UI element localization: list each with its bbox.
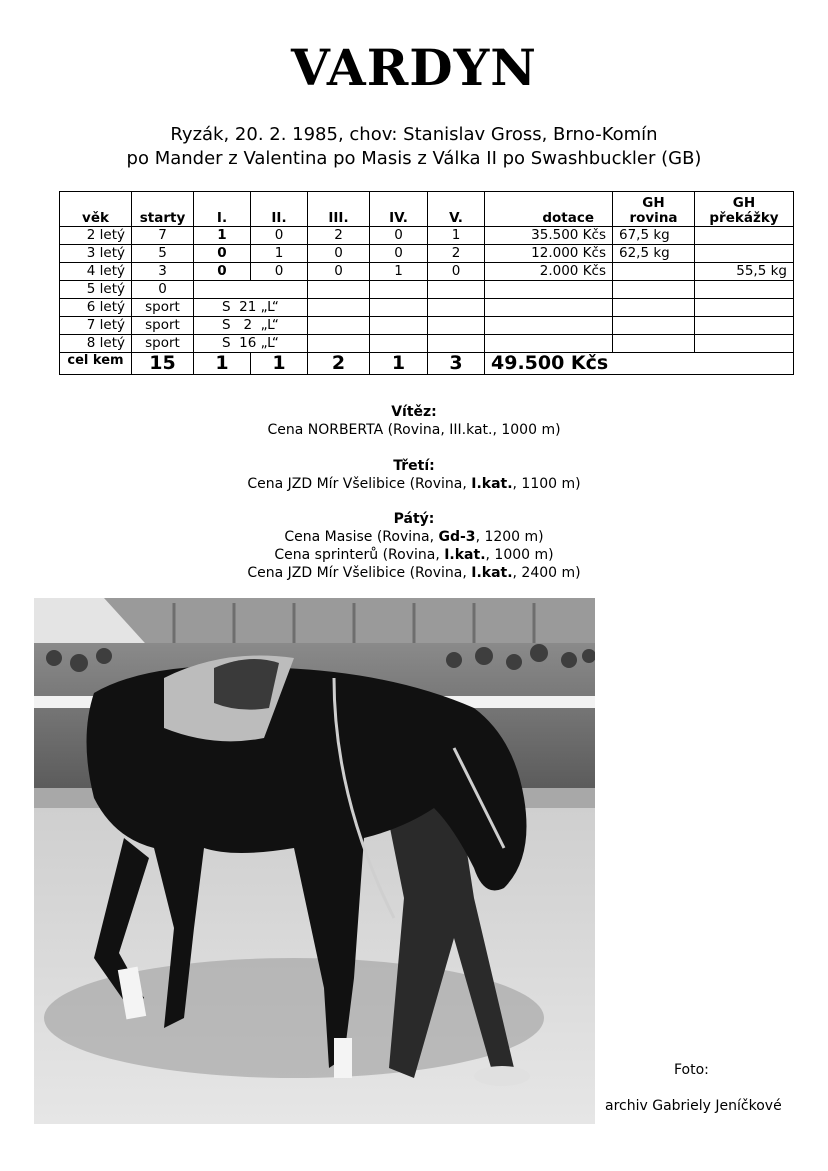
winner-heading: Vítěz: [391, 404, 437, 420]
page-title: VARDYN [290, 38, 537, 97]
table-cell [428, 281, 485, 299]
table-cell: 5 letý [60, 281, 132, 299]
table-row [60, 335, 794, 353]
total-label: cel kem [60, 353, 132, 375]
table-cell: 8 letý [60, 335, 132, 353]
fifth-section [0, 510, 828, 582]
table-cell [613, 317, 695, 335]
col-header: dotace [485, 192, 613, 227]
table-cell [695, 281, 794, 299]
col-header: II. [251, 192, 308, 227]
total-p5: 3 [428, 353, 485, 375]
table-cell: 0 [132, 281, 194, 299]
table-cell [695, 245, 794, 263]
table-cell [485, 335, 613, 353]
table-cell [695, 299, 794, 317]
fifth-heading: Pátý: [393, 511, 435, 527]
winner-section [0, 403, 828, 439]
table-cell: 0 [370, 227, 428, 245]
total-money: 49.500 Kčs [485, 353, 794, 375]
table-cell: S 2 „L“ [194, 317, 308, 335]
table-cell: 62,5 kg [613, 245, 695, 263]
table-cell [370, 299, 428, 317]
table-cell: 0 [194, 245, 251, 263]
table-cell: S 21 „L“ [194, 299, 308, 317]
col-header: GH rovina [613, 192, 695, 227]
table-cell: sport [132, 335, 194, 353]
table-cell: 67,5 kg [613, 227, 695, 245]
table-row [60, 227, 794, 245]
table-cell: 0 [308, 245, 370, 263]
table-cell: 0 [370, 245, 428, 263]
table-cell [695, 317, 794, 335]
table-cell [428, 317, 485, 335]
table-cell: 2 [428, 245, 485, 263]
table-cell [695, 227, 794, 245]
table-cell [613, 299, 695, 317]
table-cell [370, 281, 428, 299]
col-header: I. [194, 192, 251, 227]
col-header: GH překážky [695, 192, 794, 227]
table-cell [485, 281, 613, 299]
table-cell [308, 335, 370, 353]
table-cell [613, 263, 695, 281]
total-p2: 1 [251, 353, 308, 375]
table-row [60, 263, 794, 281]
table-cell: sport [132, 299, 194, 317]
table-cell [194, 281, 308, 299]
fifth-race: Cena sprinterů (Rovina, I.kat., 1000 m) [274, 547, 554, 563]
third-heading: Třetí: [393, 458, 435, 474]
table-cell: 0 [251, 263, 308, 281]
table-cell [428, 335, 485, 353]
fifth-race: Cena Masise (Rovina, Gd-3, 1200 m) [284, 529, 544, 545]
table-cell: 12.000 Kčs [485, 245, 613, 263]
table-cell [485, 317, 613, 335]
table-cell [308, 281, 370, 299]
pedigree-line: po Mander z Valentina po Masis z Válka II po Swashbuckler (GB) [126, 148, 702, 169]
table-row [60, 281, 794, 299]
horse-info: Ryzák, 20. 2. 1985, chov: Stanislav Gross, Brno-Komín [170, 124, 658, 145]
table-cell [370, 335, 428, 353]
total-p1: 1 [194, 353, 251, 375]
table-cell: 1 [428, 227, 485, 245]
table-cell: S 16 „L“ [194, 335, 308, 353]
table-cell [485, 299, 613, 317]
table-cell: 0 [251, 227, 308, 245]
fifth-race: Cena JZD Mír Všelibice (Rovina, I.kat., 2400 m) [247, 565, 581, 581]
third-section [0, 457, 828, 493]
table-cell: 2 letý [60, 227, 132, 245]
total-p3: 2 [308, 353, 370, 375]
table-cell [428, 299, 485, 317]
table-row [60, 317, 794, 335]
table-cell: 7 [132, 227, 194, 245]
total-starts: 15 [132, 353, 194, 375]
table-cell: 0 [428, 263, 485, 281]
table-cell: 3 [132, 263, 194, 281]
table-row [60, 245, 794, 263]
photo-credit: archiv Gabriely Jeníčkové [605, 1098, 782, 1114]
table-cell: 1 [370, 263, 428, 281]
table-row [60, 299, 794, 317]
col-header: věk [60, 192, 132, 227]
table-cell: 1 [251, 245, 308, 263]
winner-race: Cena NORBERTA (Rovina, III.kat., 1000 m) [267, 422, 561, 438]
table-cell: 0 [308, 263, 370, 281]
table-cell: 0 [194, 263, 251, 281]
photo-label: Foto: [674, 1062, 709, 1078]
col-header: starty [132, 192, 194, 227]
table-cell: 55,5 kg [695, 263, 794, 281]
table-cell [613, 335, 695, 353]
table-cell: 4 letý [60, 263, 132, 281]
table-cell: 3 letý [60, 245, 132, 263]
table-cell: 35.500 Kčs [485, 227, 613, 245]
table-cell [613, 281, 695, 299]
table-cell: 6 letý [60, 299, 132, 317]
horse-photo [34, 598, 595, 1124]
table-cell: 7 letý [60, 317, 132, 335]
table-cell [370, 317, 428, 335]
table-header-row [60, 192, 794, 227]
col-header: III. [308, 192, 370, 227]
race-stats-table [59, 191, 794, 375]
table-cell: 5 [132, 245, 194, 263]
total-row [60, 353, 794, 375]
table-cell [308, 299, 370, 317]
table-cell: 2.000 Kčs [485, 263, 613, 281]
total-p4: 1 [370, 353, 428, 375]
table-cell: 1 [194, 227, 251, 245]
table-cell: 2 [308, 227, 370, 245]
table-cell: sport [132, 317, 194, 335]
col-header: V. [428, 192, 485, 227]
col-header: IV. [370, 192, 428, 227]
table-cell [695, 335, 794, 353]
table-cell [308, 317, 370, 335]
third-race: Cena JZD Mír Všelibice (Rovina, I.kat., 1100 m) [247, 476, 581, 492]
